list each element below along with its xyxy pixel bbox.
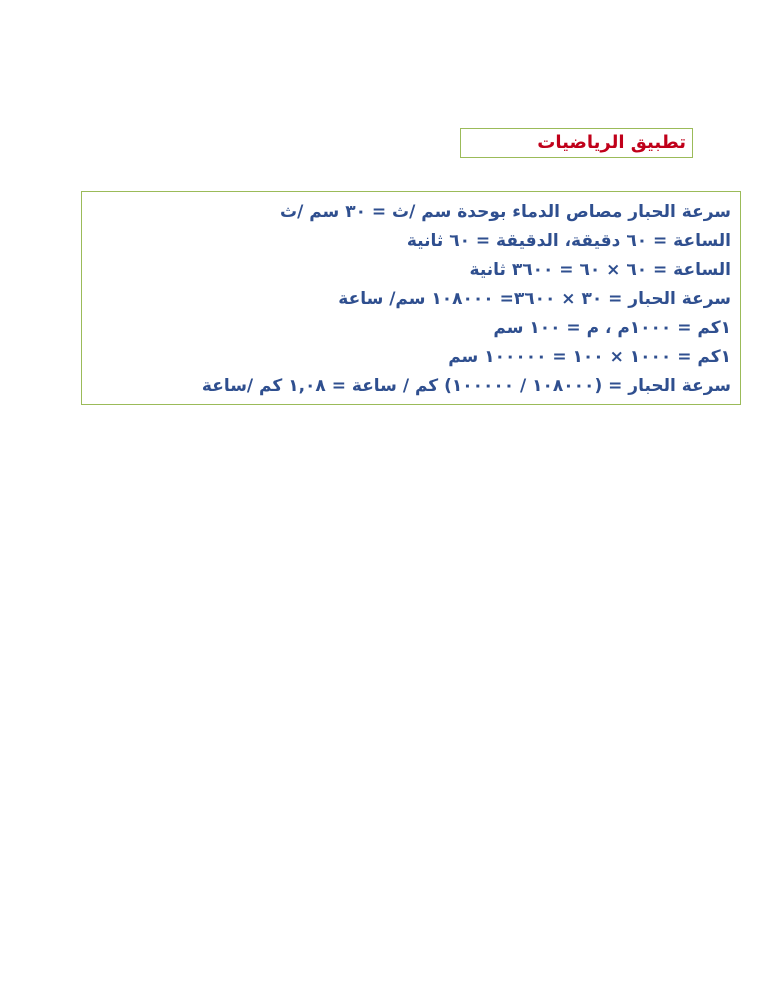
- solution-line-3: الساعة = ٦٠ × ٦٠ = ٣٦٠٠ ثانية: [469, 260, 731, 280]
- solution-line-2: الساعة = ٦٠ دقيقة، الدقيقة = ٦٠ ثانية: [406, 231, 731, 251]
- solution-line-6: ١كم = ١٠٠٠ × ١٠٠ = ١٠٠٠٠٠ سم: [448, 347, 731, 367]
- solution-line-4: سرعة الحبار = ٣٠ × ٣٦٠٠= ١٠٨٠٠٠ سم/ ساعة: [338, 289, 731, 309]
- solution-box: [81, 191, 741, 405]
- solution-line-1: سرعة الحبار مصاص الدماء بوحدة سم /ث = ٣٠ سم /ث: [280, 202, 731, 222]
- title-box: [460, 128, 693, 158]
- section-title: تطبيق الرياضيات: [537, 132, 686, 153]
- solution-line-5: ١كم = ١٠٠٠م ، م = ١٠٠ سم: [493, 318, 731, 338]
- solution-line-7: سرعة الحبار = (١٠٨٠٠٠ / ١٠٠٠٠٠) كم / ساعة = ١,٠٨ كم /ساعة: [201, 376, 731, 396]
